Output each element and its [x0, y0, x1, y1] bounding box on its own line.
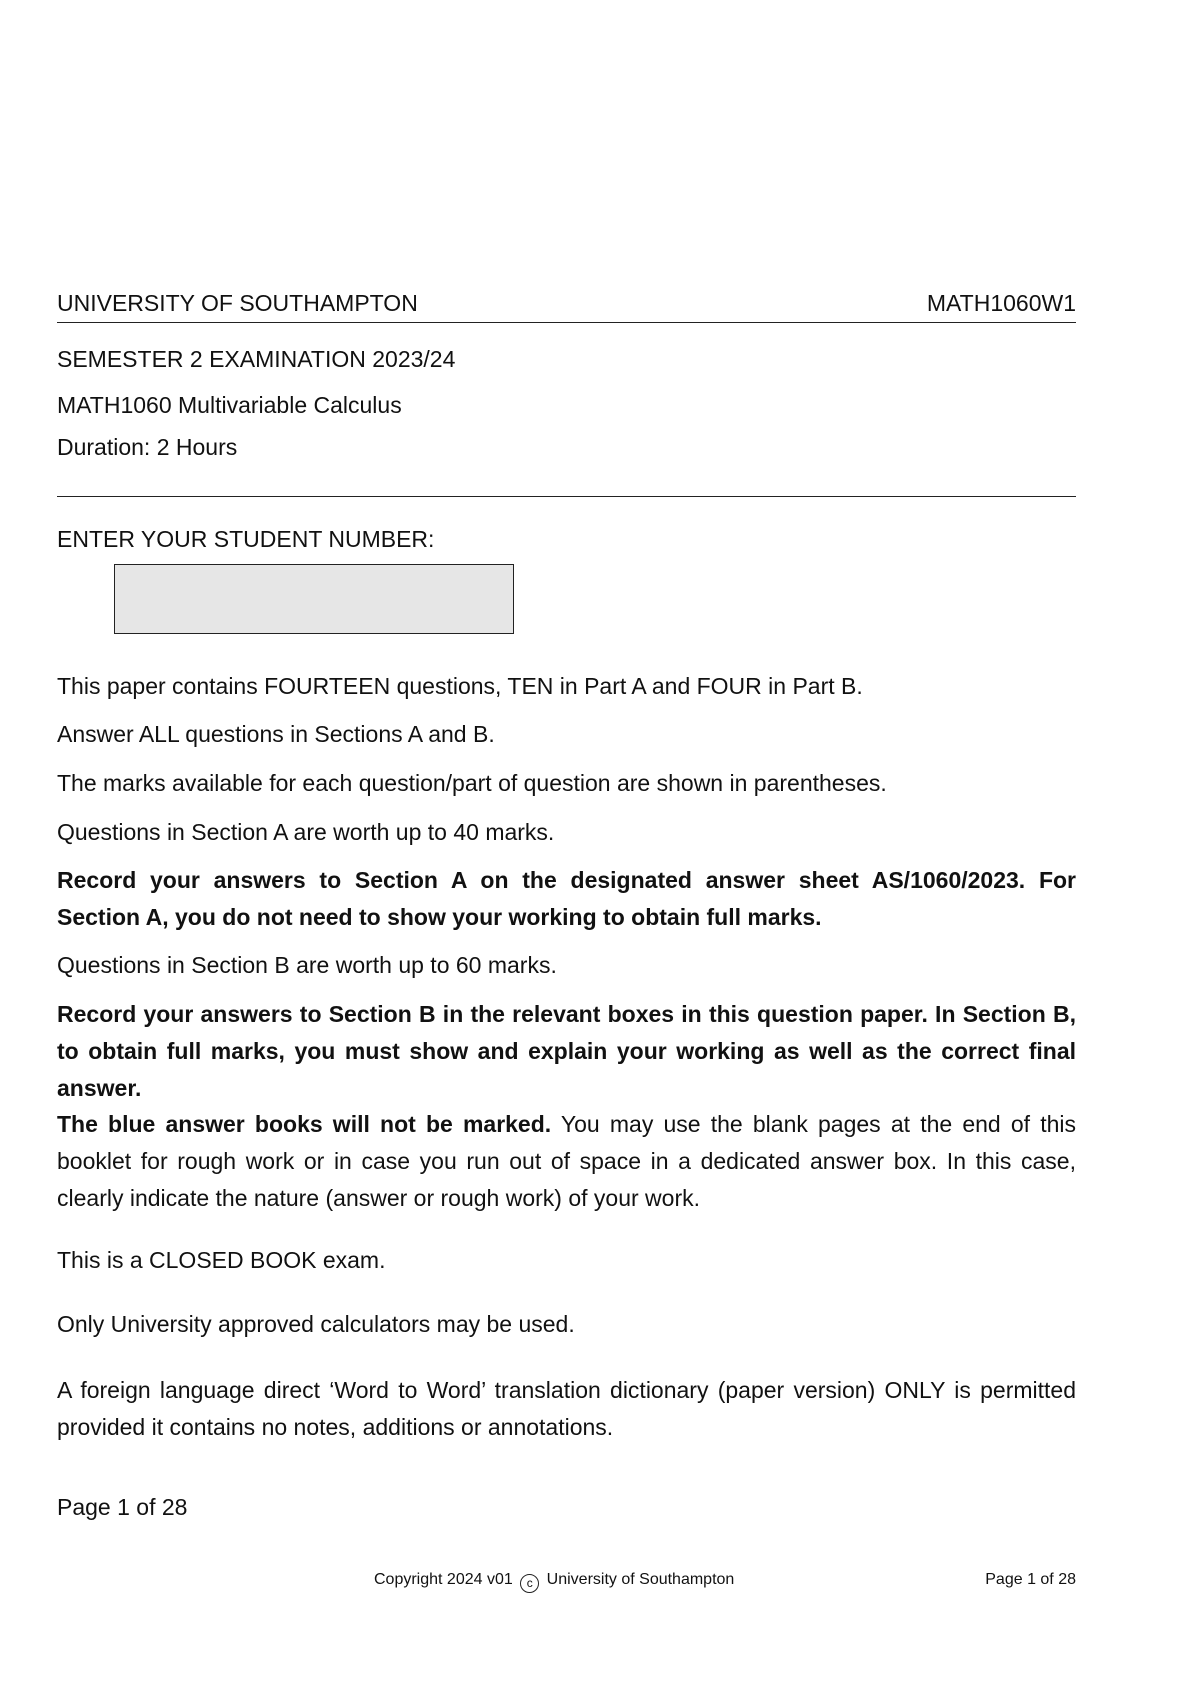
- copyright-suffix: University of Southampton: [546, 1571, 735, 1588]
- instruction-section-a-marks: Questions in Section A are worth up to 40 marks.: [57, 819, 555, 845]
- university-name: UNIVERSITY OF SOUTHAMPTON: [57, 290, 418, 316]
- semester-line: SEMESTER 2 EXAMINATION 2023/24: [57, 346, 456, 372]
- student-number-label: ENTER YOUR STUDENT NUMBER:: [57, 526, 435, 552]
- section-rule: [57, 496, 1076, 497]
- instruction-answer-all: Answer ALL questions in Sections A and B.: [57, 721, 495, 747]
- copyright-prefix: Copyright 2024 v01: [374, 1571, 513, 1588]
- instruction-section-a-record: Record your answers to Section A on the designated answer sheet AS/1060/2023. For Section A, you do not need to show your working to obtain full marks.: [57, 867, 1076, 930]
- copyright-notice: [374, 1570, 734, 1593]
- header-rule: [57, 322, 1076, 323]
- instruction-closed-book: This is a CLOSED BOOK exam.: [57, 1247, 386, 1273]
- instruction-answer-books: [57, 1106, 1076, 1217]
- page-number-label: Page 1 of 28: [57, 1494, 188, 1520]
- instruction-questions: This paper contains FOURTEEN questions, TEN in Part A and FOUR in Part B.: [57, 673, 863, 699]
- copyright-icon: c: [520, 1574, 539, 1593]
- module-title: MATH1060 Multivariable Calculus: [57, 392, 402, 418]
- exam-code: MATH1060W1: [926, 290, 1076, 316]
- instruction-section-b-record: Record your answers to Section B in the relevant boxes in this question paper. In Section B, to obtain full marks, you must show and explain your working as well as the correct final answer.: [57, 1001, 1076, 1101]
- instruction-section-b-marks: Questions in Section B are worth up to 60 marks.: [57, 952, 557, 978]
- footer-page-number: Page 1 of 28: [985, 1571, 1076, 1588]
- duration: Duration: 2 Hours: [57, 434, 238, 460]
- answer-books-rest: You may use the blank pages at the end of this booklet for rough work or in case you run out of space in a dedicated answer box. In this case, clearly indicate the nature (answer or rough work) of your work.: [57, 1111, 1076, 1211]
- student-number-input[interactable]: [114, 564, 514, 634]
- instruction-calculators: Only University approved calculators may be used.: [57, 1311, 575, 1337]
- answer-books-bold: The blue answer books will not be marked.: [57, 1111, 552, 1137]
- instruction-dictionary: A foreign language direct ‘Word to Word’ translation dictionary (paper version) ONLY is permitted provided it contains no notes, additions or annotations.: [57, 1377, 1076, 1440]
- instruction-marks: The marks available for each question/part of question are shown in parentheses.: [57, 770, 887, 796]
